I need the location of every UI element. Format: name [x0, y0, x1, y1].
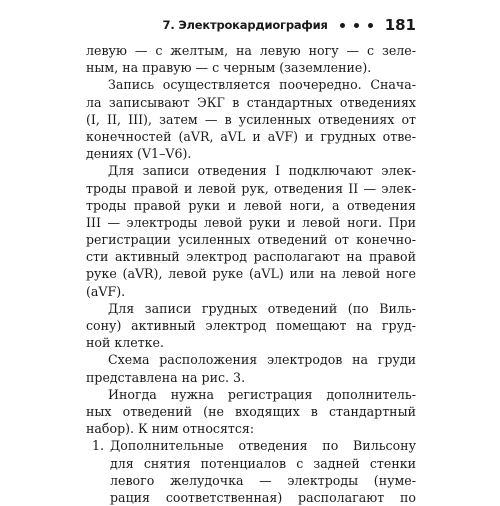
text-line: сону) активный электрод помещают на груд- [86, 318, 416, 333]
text-line: представлена на рис. 3. [86, 369, 246, 385]
book-page [86, 14, 416, 505]
text-line: левую — с желтым, на левую ногу — с зеле- [86, 43, 416, 58]
text-line: Для записи отведения I подключают элек- [108, 163, 416, 179]
text-line: дениях (V1–V6). [86, 146, 192, 162]
list-item-line: рация соответственная) располагают по [110, 489, 416, 505]
dot-icon [354, 23, 359, 28]
text-line: (I, II, III), затем — в усиленных отведениях от [86, 111, 416, 127]
text-line: ной клетке. [86, 335, 164, 351]
dot-icon [340, 23, 345, 28]
body-text [86, 42, 416, 437]
text-line: руке (aVR), левой руке (aVL) или на левой ноге [86, 266, 416, 282]
list-item-line: для снятия потенциалов с задней стенки [110, 455, 416, 471]
text-line: III — электроды левой руки и левой ноги. При [86, 214, 416, 230]
text-line: Запись осуществляется поочередно. Снача- [108, 77, 416, 93]
page-number: 181 [384, 16, 416, 34]
text-line: ла записывают ЭКГ в стандартных отведениях [86, 94, 416, 110]
text-line: троды правой руки и левой ноги, а отведения [86, 197, 416, 213]
text-line: Иногда нужна регистрация дополнитель- [108, 386, 416, 402]
text-line: (aVF). [86, 283, 126, 299]
text-line: регистрации усиленных отведений от конечно- [86, 232, 416, 248]
dot-icon [368, 23, 373, 28]
running-head [86, 14, 416, 36]
list-item-text: Дополнительные отведения по Вильсону [110, 438, 416, 454]
text-line: троды правой и левой рук, отведения II — элек- [86, 180, 416, 196]
text-line: ным, на правую — с черным (заземление). [86, 60, 372, 76]
chapter-title: 7. Электрокардиография [162, 18, 328, 32]
separator-dots [340, 23, 373, 28]
text-line: ных отведений (не входящих в стандартный [86, 403, 416, 419]
text-line: набор). К ним относятся: [86, 421, 255, 437]
text-line: Схема расположения электродов на груди [108, 352, 416, 368]
text-line: Для записи грудных отведений (по Виль- [108, 300, 416, 316]
text-line: конечностей (aVR, aVL и aVF) и грудных отве- [86, 128, 416, 144]
text-line: сти активный электрод располагают на правой [86, 249, 416, 265]
list-item-number: 1. [92, 438, 105, 454]
list-item-line [86, 437, 416, 454]
numbered-list [86, 437, 416, 506]
list-item-line: левого желудочка — электроды (нуме- [110, 472, 416, 488]
